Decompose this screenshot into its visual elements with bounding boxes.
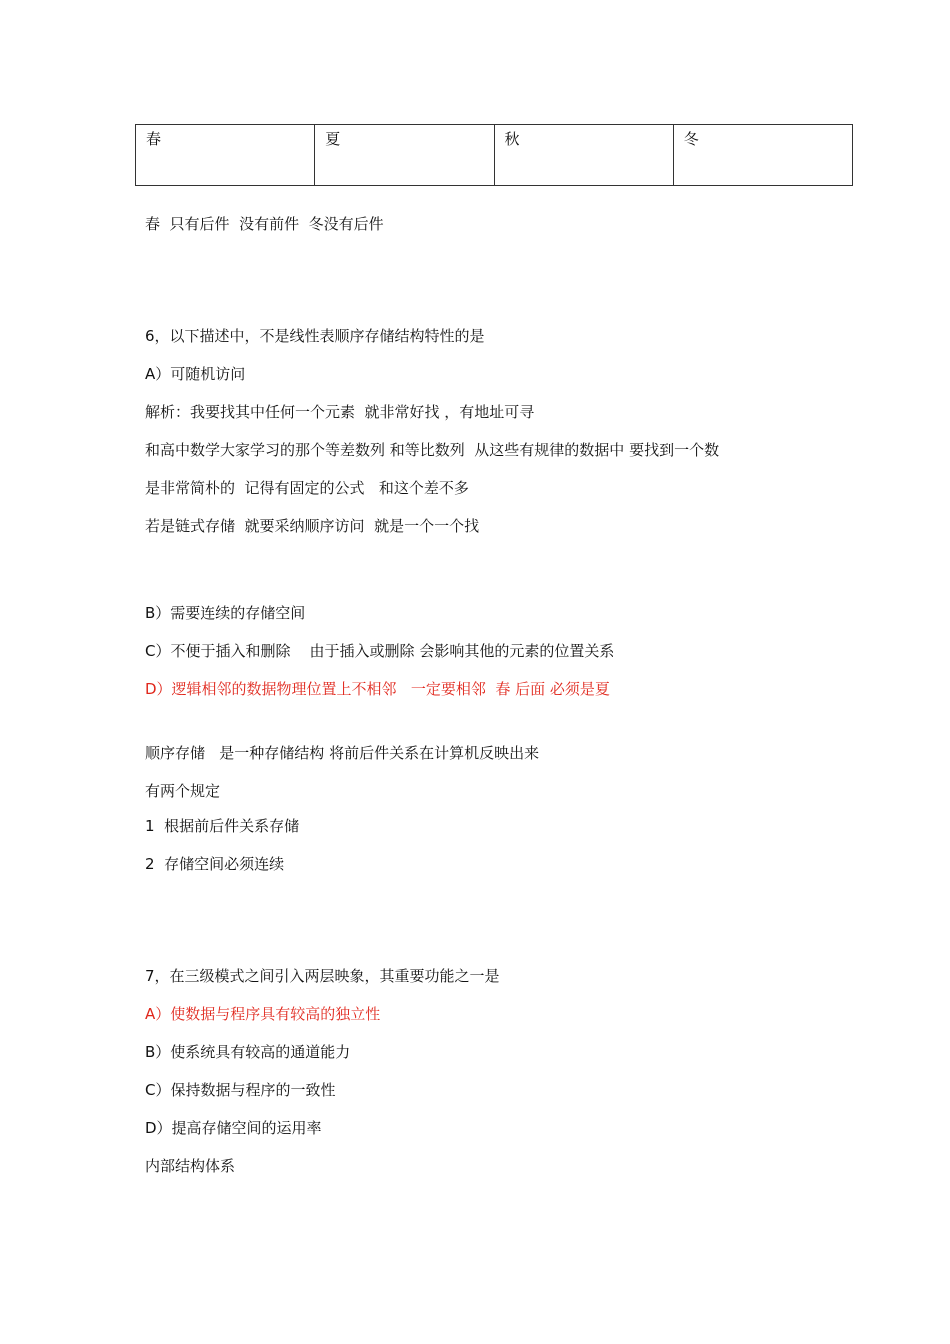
option-b: B）使系统具有较高的通道能力 xyxy=(145,1043,351,1061)
text-line: 春 只有后件 没有前件 冬没有后件 xyxy=(145,215,384,233)
question-7-title: 7，在三级模式之间引入两层映象，其重要功能之一是 xyxy=(145,967,500,985)
note-line: 有两个规定 xyxy=(145,782,221,800)
note-line: 2 存储空间必须连续 xyxy=(145,855,285,873)
note-line: 内部结构体系 xyxy=(145,1157,236,1175)
table-cell: 夏 xyxy=(315,125,494,185)
option-c: C）保持数据与程序的一致性 xyxy=(145,1081,336,1099)
table-cell: 春 xyxy=(136,125,315,185)
note-line: 顺序存储 是一种存储结构 将前后件关系在计算机反映出来 xyxy=(145,744,540,762)
analysis-line: 解析：我要找其中任何一个元素 就非常好找 ，有地址可寻 xyxy=(145,403,535,421)
option-a: A）可随机访问 xyxy=(145,365,246,383)
analysis-line: 是非常简朴的 记得有固定的公式 和这个差不多 xyxy=(145,479,469,497)
option-c: C）不便于插入和删除 由于插入或删除 会影响其他的元素的位置关系 xyxy=(145,642,615,660)
seasons-table xyxy=(135,124,853,186)
note-line: 1 根据前后件关系存储 xyxy=(145,817,300,835)
option-d: D）提高存储空间的运用率 xyxy=(145,1119,322,1137)
analysis-line: 和高中数学大家学习的那个等差数列 和等比数列 从这些有规律的数据中 要找到一个数 xyxy=(145,441,720,459)
question-6-title: 6，以下描述中，不是线性表顺序存储结构特性的是 xyxy=(145,327,485,345)
option-b: B）需要连续的存储空间 xyxy=(145,604,306,622)
table-cell: 冬 xyxy=(683,130,699,148)
option-d-answer: D）逻辑相邻的数据物理位置上不相邻 一定要相邻 春 后面 必须是夏 xyxy=(145,680,610,698)
option-a-answer: A）使数据与程序具有较高的独立性 xyxy=(145,1005,381,1023)
table-cell: 秋 xyxy=(495,125,674,185)
analysis-line: 若是链式存储 就要采纳顺序访问 就是一个一个找 xyxy=(145,517,480,535)
